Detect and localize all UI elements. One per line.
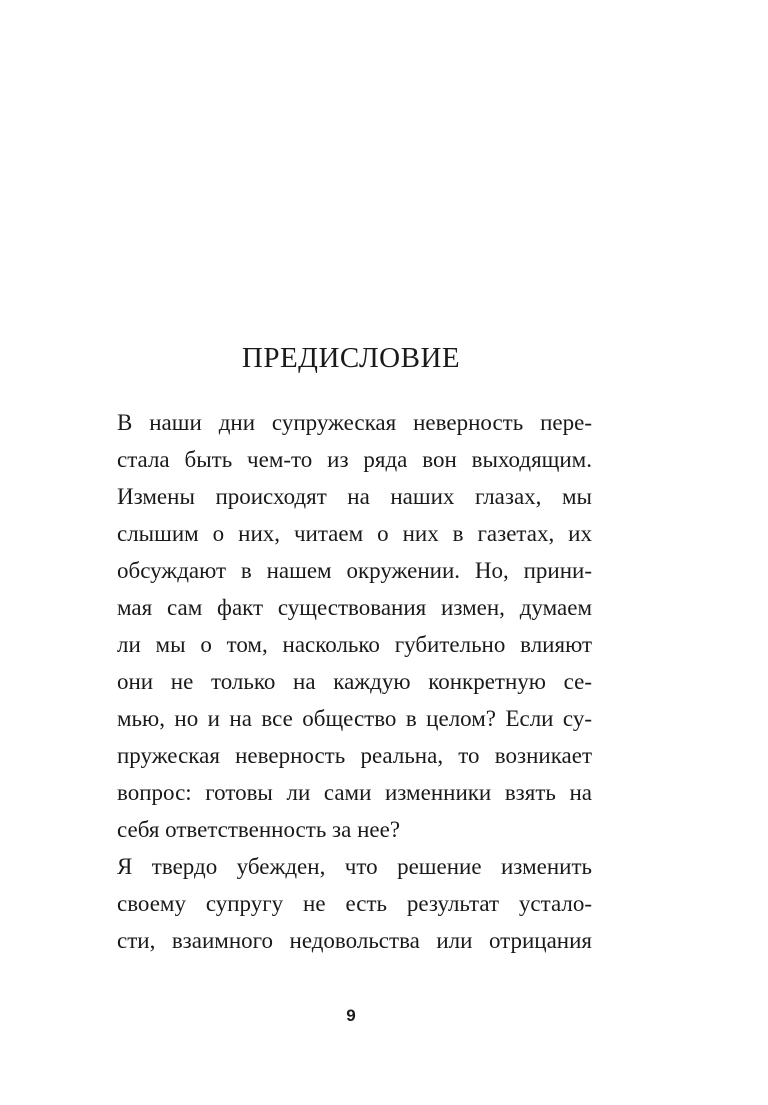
paragraph-1 [117,404,592,848]
text-line: вопрос: готовы ли сами изменники взять на [117,780,592,805]
text-line: они не только на каждую конкретную се- [117,669,592,694]
text-line: ли мы о том, насколько губительно влияют [117,632,592,657]
text-line: пружеская неверность реальна, то возникает [117,743,592,768]
text-line: обсуждают в нашем окружении. Но, прини- [117,558,592,583]
text-line: Я твердо убежден, что решение изменить [117,854,592,879]
page-number: 9 [346,1006,356,1025]
text-line: мая сам факт существования измен, думаем [117,595,592,620]
text-line: Измены происходят на наших глазах, мы [117,484,592,509]
text-line: слышим о них, читаем о них в газетах, их [117,521,592,546]
text-line: стала быть чем-то из ряда вон выходящим. [117,447,592,472]
body-text [117,404,592,959]
paragraph-2 [117,848,592,959]
text-line: В наши дни супружеская неверность пере- [117,410,592,435]
text-line: мью, но и на все общество в целом? Если су- [117,706,592,731]
text-line: себя ответственность за нее? [117,817,401,842]
chapter-title: ПРЕДИСЛОВИЕ [241,342,461,374]
text-line: своему супругу не есть результат устало- [117,891,592,916]
text-line: сти, взаимного недовольства или отрицания [117,928,592,953]
